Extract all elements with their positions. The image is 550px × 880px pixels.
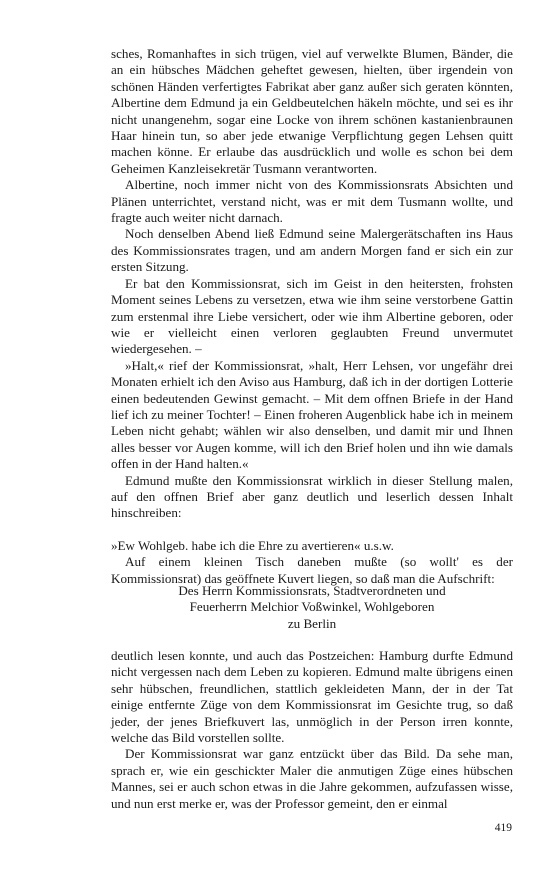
paragraph: Er bat den Kommissionsrat, sich im Geist in den heitersten, frohsten Moment seines Lebens zu versetzen, etwa wie ihm seine verstorbene Gattin zum erstenmal ihre Liebe versichert, oder wie ihm Albertine geboren, oder wie er vielleicht einen verloren geglaubten Freund unvermutet wiedergesehen. –	[111, 275, 513, 357]
paragraph: Albertine, noch immer nicht von des Kommissionsrats Absichten und Plänen unterrichtet, verstand nicht, was er mit dem Tusmann wollte, und fragte auch weiter nicht darnach.	[111, 177, 513, 226]
paragraph: Edmund mußte den Kommissionsrat wirklich in dieser Stellung malen, auf den offnen Brief aber ganz deutlich und leserlich dessen Inhalt hinschreiben:	[111, 472, 513, 521]
envelope-address	[111, 583, 513, 632]
paragraph: »Halt,« rief der Kommissionsrat, »halt, Herr Lehsen, vor ungefähr drei Monaten erhielt ich den Aviso aus Hamburg, daß ich in der dortigen Lotterie einen bedeutenden Gewinst gemacht. – Mit dem offnen Briefe in der Hand lief ich zu meiner Tochter! – Einen froheren Augenblick habe ich in meinem Leben nicht gehabt; wählen wir also denselben, und damit mir und Ihnen alles besser vor Augen komme, will ich den Brief holen und ihn wie damals offen in der Hand halten.«	[111, 357, 513, 472]
address-line: Feuerherrn Melchior Voßwinkel, Wohlgeboren	[189, 599, 435, 615]
page-number: 419	[494, 822, 512, 834]
paragraph: Der Kommissionsrat war ganz entzückt über das Bild. Da sehe man, sprach er, wie ein geschickter Maler die anmutigen Züge eines hübschen Mannes, sei er auch schon etwas in die Jahre gekommen, aufzufassen wisse, und nun erst merke er, was der Professor gemeint, den er einmal	[111, 746, 513, 811]
address-line: zu Berlin	[287, 615, 337, 631]
quoted-letter-line: »Ew Wohlgeb. habe ich die Ehre zu avertieren« u.s.w.	[111, 537, 394, 553]
paragraph: Noch denselben Abend ließ Edmund seine Malergerätschaften ins Haus des Kommissionsrates tragen, und am andern Morgen fand er sich ein zur ersten Sitzung.	[111, 226, 513, 275]
text-block-bottom	[111, 648, 513, 812]
text-block-top	[111, 46, 513, 587]
paragraph: deutlich lesen konnte, und auch das Postzeichen: Hamburg durfte Edmund nicht vergessen nach dem Leben zu kopieren. Edmund malte übrigens einen sehr hübschen, freundlichen, stattlich gekleideten Mann, der in der Tat einige entfernte Züge von dem Kommissionsrat im Gesichte trug, so daß jeder, der jenes Briefkuvert las, unmöglich in der Person irren konnte, welche das Bild vorstellen sollte.	[111, 648, 513, 746]
paragraph: Auf einem kleinen Tisch daneben mußte (so wollt' es der Kommissionsrat) das geöffnete Kuvert liegen, so daß man die Aufschrift:	[111, 554, 513, 586]
paragraph: sches, Romanhaftes in sich trügen, viel auf verwelkte Blumen, Bänder, die an ein hübsches Mädchen geheftet gewesen, hielten, über irgendein von schönen Händen verfertigtes Fabrikat aber ganz außer sich geraten könnten, Albertine dem Edmund ja ein Geldbeutelchen häkeln möchte, und sei es ihr nicht unangenehm, sogar eine Locke von ihrem schönen kastanienbraunen Haar hinein tun, so aber jede etwanige Verpflichtung gegen Lehsen quitt machen könne. Er erlaube das ausdrücklich und wolle es schon bei dem Geheimen Kanzleisekretär Tusmann verantworten.	[111, 46, 513, 176]
address-line: Des Herrn Kommissionsrats, Stadtverordneten und	[178, 583, 446, 598]
